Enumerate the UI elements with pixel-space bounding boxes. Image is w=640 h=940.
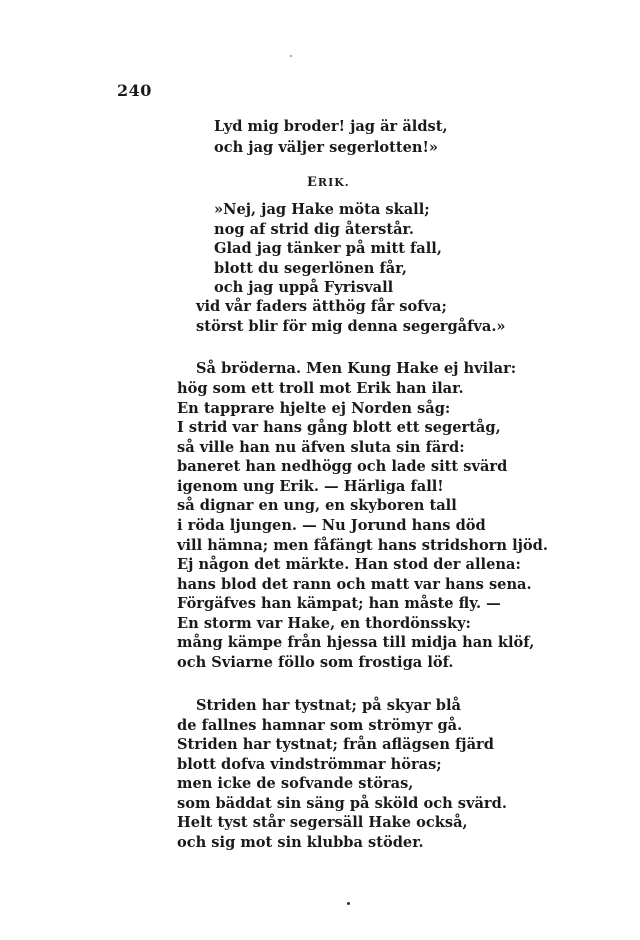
scan-speck [347,902,350,905]
stanza-3-line: En tapprare hjelte ej Norden såg: [177,400,451,417]
stanza-3-line: Så bröderna. Men Kung Hake ej hvilar: [196,360,517,377]
stanza-3-line: Förgäfves han kämpat; han måste fly. — [177,595,501,612]
stanza-3-line: hög som ett troll mot Erik han ilar. [177,380,464,397]
stanza-3-line: Ej någon det märkte. Han stod der allena: [177,556,521,573]
stanza-4-line: Striden har tystnat; från aflägsen fjärd [177,736,494,753]
stanza-3-line: hans blod det rann och matt var hans sena. [177,576,532,593]
speaker-rest: RIK. [317,176,350,189]
stanza-2-line: vid vår faders ätthög får sofva; [196,298,447,315]
stanza-4-line: men icke de sofvande störas, [177,775,414,792]
stanza-4-line: Striden har tystnat; på skyar blå [196,697,461,714]
stanza-3-line: i röda ljungen. — Nu Jorund hans död [177,517,486,534]
stanza-3-line: vill hämna; men fåfängt hans stridshorn ljöd. [177,537,548,554]
stanza-3-line: och Sviarne föllo som frostiga löf. [177,654,454,671]
stanza-2-line: »Nej, jag Hake möta skall; [214,201,430,218]
stanza-2-line: blott du segerlönen får, [214,260,407,277]
stanza-2-line: störst blir för mig denna segergåfva.» [196,318,506,335]
stanza-2-line: Glad jag tänker på mitt fall, [214,240,442,257]
stanza-4-line: som bäddat sin säng på sköld och svärd. [177,795,507,812]
stanza-1-line: och jag väljer segerlotten!» [214,139,439,156]
stanza-3-line: så dignar en ung, en skyboren tall [177,497,457,514]
stanza-4-line: de fallnes hamnar som strömyr gå. [177,717,463,734]
stanza-3-line: igenom ung Erik. — Härliga fall! [177,478,444,495]
stanza-3-line: En storm var Hake, en thordönssky: [177,615,471,632]
stanza-4-line: blott dofva vindströmmar höras; [177,756,442,773]
stanza-2-line: nog af strid dig återstår. [214,221,414,238]
stanza-4-line: Helt tyst står segersäll Hake också, [177,814,468,831]
stanza-3-line: mång kämpe från hjessa till midja han klöf, [177,634,535,651]
stanza-2-line: och jag uppå Fyrisvall [214,279,394,296]
speaker-initial: E [307,175,318,190]
stanza-3-line: baneret han nedhögg och lade sitt svärd [177,458,508,475]
speaker-name [307,175,350,190]
stanza-4-line: och sig mot sin klubba stöder. [177,834,424,851]
page-number: 240 [117,81,152,100]
stanza-3-line: så ville han nu äfven sluta sin färd: [177,439,465,456]
scan-speck [290,55,292,57]
stanza-3-line: I strid var hans gång blott ett segertåg, [177,419,501,436]
stanza-1-line: Lyd mig broder! jag är äldst, [214,118,448,135]
